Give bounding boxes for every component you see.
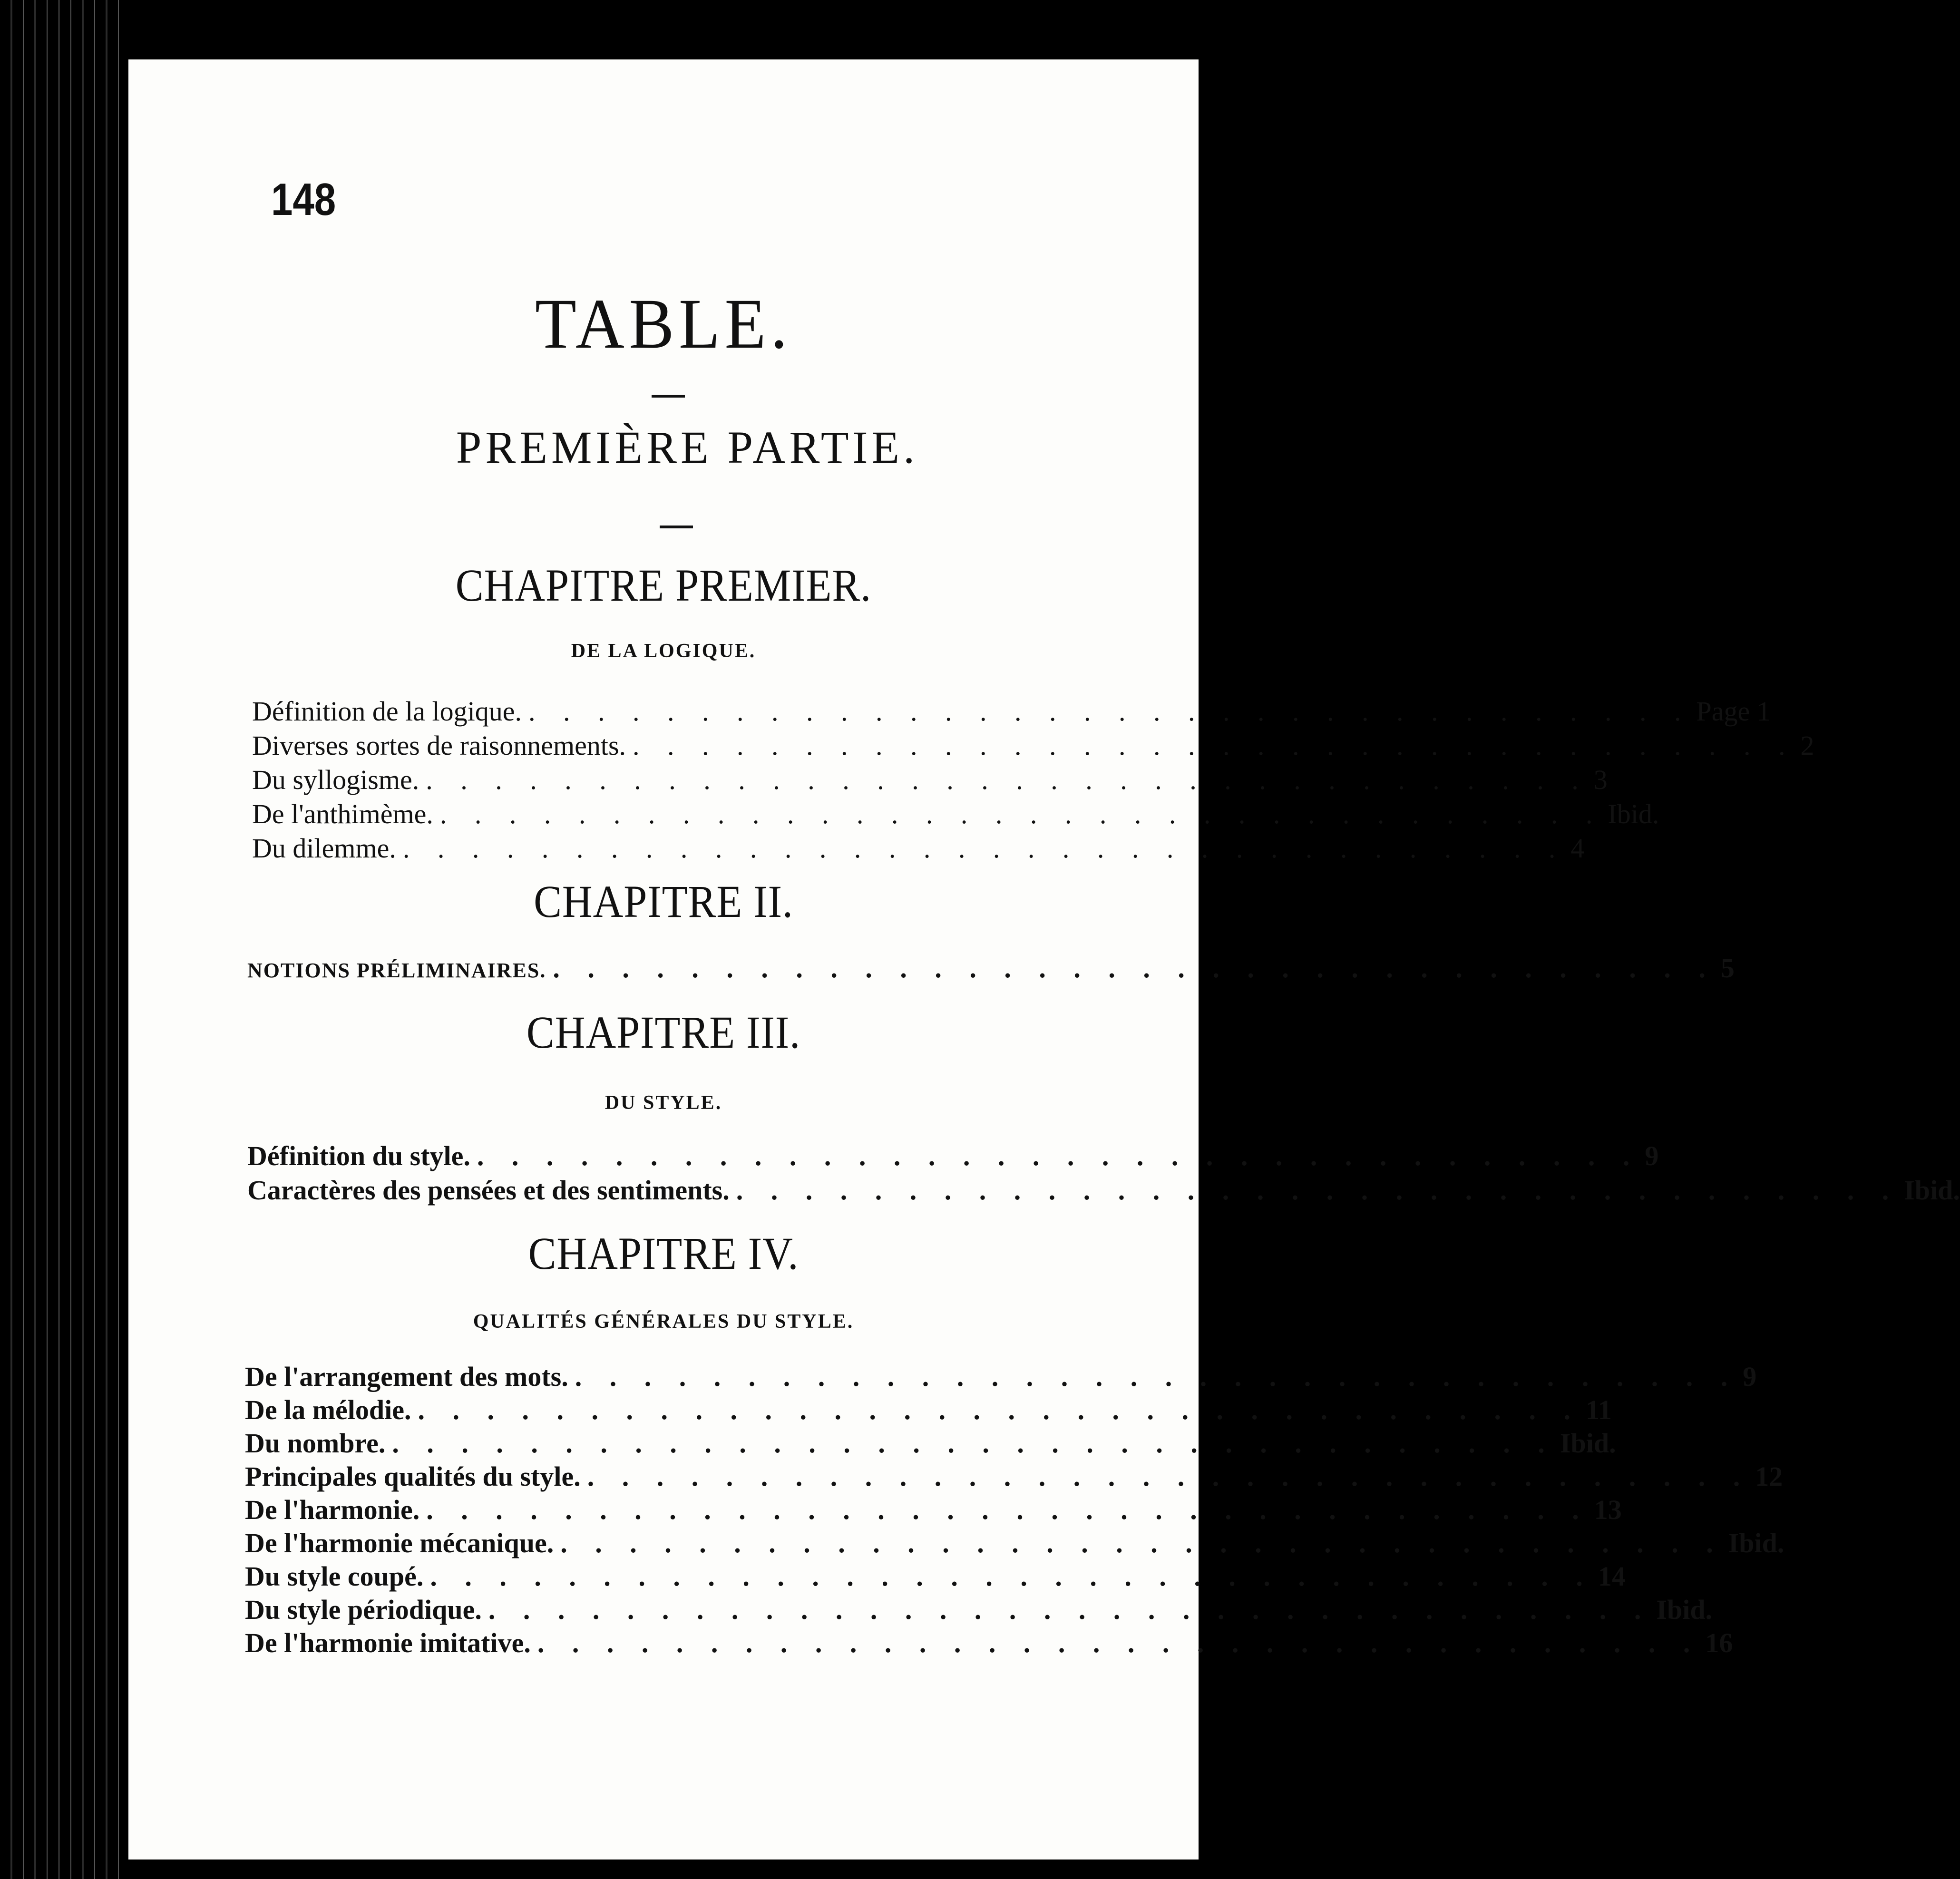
toc-entry-label: Diverses sortes de raisonnements. — [252, 730, 626, 761]
toc-entry-page: Ibid. — [1656, 1594, 1713, 1625]
book-spine-edge — [0, 0, 128, 1879]
toc-entry-page: 3 — [1593, 764, 1608, 795]
dot-leader: . . . . . . . . . . . . . . . . . . . . . . . . . . . . . . . . . . — [430, 1561, 1593, 1592]
toc-entry-label: Du style périodique. — [245, 1594, 482, 1625]
part-heading: PREMIÈRE PARTIE. — [456, 422, 919, 473]
toc-entry-page: 5 — [1720, 953, 1735, 983]
toc-entry — [247, 1139, 1659, 1173]
chapter-heading: CHAPITRE PREMIER. — [455, 560, 872, 611]
toc-entry-label: De l'harmonie mécanique. — [245, 1528, 554, 1558]
toc-entry — [245, 1626, 1733, 1660]
toc-entry-label: Définition de la logique. — [252, 696, 522, 727]
chapter-subheading: DU STYLE. — [605, 1092, 722, 1114]
toc-entry-label: De la mélodie. — [245, 1394, 411, 1425]
toc-list — [247, 1139, 1960, 1207]
toc-entry-page: 14 — [1598, 1561, 1626, 1592]
toc-entry-page: Ibid. — [1904, 1175, 1960, 1206]
toc-entry — [245, 1427, 1616, 1460]
toc-entry-page: Ibid. — [1728, 1528, 1784, 1558]
toc-entry-label: Définition du style. — [247, 1140, 470, 1171]
chapter-heading: CHAPITRE III. — [526, 1007, 801, 1058]
toc-entry — [245, 1493, 1622, 1527]
toc-entry-label: NOTIONS PRÉLIMINAIRES. — [247, 959, 546, 982]
toc-list — [247, 951, 1735, 988]
toc-entry-page: 2 — [1800, 730, 1814, 761]
dot-leader: . . . . . . . . . . . . . . . . . . . . . . . . . . . . . . . . . . — [426, 1494, 1589, 1525]
toc-entry — [252, 763, 1608, 797]
toc-entry — [252, 797, 1659, 831]
dot-leader: . . . . . . . . . . . . . . . . . . . . . . . . . . . . . . . . . . — [392, 1428, 1555, 1459]
toc-entry-page: 13 — [1594, 1494, 1622, 1525]
toc-entry-label: Du style coupé. — [245, 1561, 424, 1592]
toc-entry-label: De l'anthimème. — [252, 798, 433, 829]
toc-entry-page: 4 — [1570, 833, 1585, 864]
dot-leader: . . . . . . . . . . . . . . . . . . . . . . . . . . . . . . . . . . — [736, 1175, 1900, 1206]
toc-entry-page: Ibid. — [1608, 798, 1659, 829]
toc-entry — [245, 1593, 1713, 1626]
toc-entry — [245, 1527, 1784, 1560]
toc-entry-label: De l'arrangement des mots. — [245, 1361, 568, 1392]
toc-entry-page: 9 — [1645, 1140, 1659, 1171]
chapter-subheading: DE LA LOGIQUE. — [571, 640, 756, 662]
dot-leader: . . . . . . . . . . . . . . . . . . . . . . . . . . . . . . . . . . — [477, 1140, 1640, 1171]
divider-rule — [652, 395, 685, 398]
chapter-heading: CHAPITRE II. — [534, 876, 793, 927]
chapter-heading: CHAPITRE IV. — [528, 1228, 799, 1279]
dot-leader: . . . . . . . . . . . . . . . . . . . . . . . . . . . . . . . . . . — [537, 1627, 1701, 1658]
toc-entry — [252, 694, 1771, 729]
dot-leader: . . . . . . . . . . . . . . . . . . . . . . . . . . . . . . . . . . — [528, 696, 1692, 727]
toc-entry-label: Principales qualités du style. — [245, 1461, 581, 1492]
dot-leader: . . . . . . . . . . . . . . . . . . . . . . . . . . . . . . . . . . — [402, 833, 1566, 864]
toc-entry-label: Du syllogisme. — [252, 764, 419, 795]
dot-leader: . . . . . . . . . . . . . . . . . . . . . . . . . . . . . . . . . . — [439, 798, 1603, 829]
dot-leader: . . . . . . . . . . . . . . . . . . . . . . . . . . . . . . . . . . — [553, 953, 1716, 983]
toc-entry-page: 12 — [1755, 1461, 1783, 1492]
book-page — [128, 59, 1960, 1860]
toc-entry — [252, 729, 1814, 763]
toc-list — [252, 694, 1814, 866]
toc-entry-page: Page 1 — [1696, 696, 1771, 727]
page-number: 148 — [271, 174, 336, 225]
toc-entry — [245, 1393, 1612, 1427]
toc-entry-label: Caractères des pensées et des sentiments. — [247, 1175, 730, 1206]
toc-entry — [247, 1173, 1960, 1207]
toc-entry — [245, 1460, 1783, 1493]
toc-entry-page: 9 — [1743, 1361, 1757, 1392]
divider-rule — [660, 526, 693, 528]
dot-leader: . . . . . . . . . . . . . . . . . . . . . . . . . . . . . . . . . . — [426, 764, 1589, 795]
toc-list — [245, 1360, 1784, 1660]
toc-entry-page: 16 — [1705, 1627, 1733, 1658]
toc-entry-label: Du nombre. — [245, 1428, 386, 1459]
toc-entry — [245, 1360, 1757, 1393]
dot-leader: . . . . . . . . . . . . . . . . . . . . . . . . . . . . . . . . . . — [488, 1594, 1652, 1625]
dot-leader: . . . . . . . . . . . . . . . . . . . . . . . . . . . . . . . . . . — [560, 1528, 1724, 1558]
chapter-subheading: QUALITÉS GÉNÉRALES DU STYLE. — [473, 1311, 854, 1333]
toc-entry-page: 11 — [1586, 1394, 1612, 1425]
toc-entry — [247, 951, 1735, 988]
toc-entry-page: Ibid. — [1560, 1428, 1616, 1459]
toc-entry — [245, 1560, 1626, 1593]
toc-entry — [252, 831, 1585, 866]
dot-leader: . . . . . . . . . . . . . . . . . . . . . . . . . . . . . . . . . . — [587, 1461, 1751, 1492]
dot-leader: . . . . . . . . . . . . . . . . . . . . . . . . . . . . . . . . . . — [575, 1361, 1738, 1392]
toc-entry-label: De l'harmonie. — [245, 1494, 420, 1525]
dot-leader: . . . . . . . . . . . . . . . . . . . . . . . . . . . . . . . . . . — [633, 730, 1796, 761]
toc-entry-label: De l'harmonie imitative. — [245, 1627, 531, 1658]
page-title: TABLE. — [535, 284, 792, 363]
toc-entry-label: Du dilemme. — [252, 833, 396, 864]
dot-leader: . . . . . . . . . . . . . . . . . . . . . . . . . . . . . . . . . . — [418, 1394, 1581, 1425]
